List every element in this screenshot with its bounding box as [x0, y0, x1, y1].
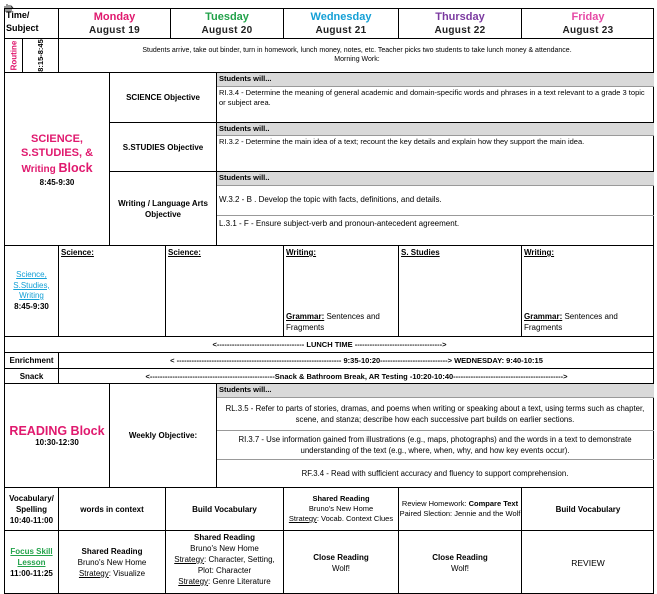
- tuesday-science-cell: Science:: [168, 248, 201, 257]
- sci-row-label: Science, S.Studies, Writing 8:45-9:30: [13, 270, 50, 311]
- sci-row-time: 8:45-9:30: [14, 301, 49, 311]
- language-objective-text: L.3.1 - F - Ensure subject-verb and pronoun-antecedent agreement.: [219, 219, 460, 228]
- day-header-wednesday: [284, 9, 398, 38]
- focus-thursday: Close Reading Wolf!: [432, 552, 488, 573]
- day-label: Monday: [93, 10, 136, 23]
- monday-science-cell: Science:: [61, 248, 94, 257]
- day-label: Friday: [571, 10, 605, 23]
- routine-time: 8:15-8:45: [36, 39, 45, 72]
- routine-label: Routine: [9, 40, 18, 71]
- vocab-wednesday: Shared Reading Bruno's New Home Strategy: Vocab. Context Clues: [288, 494, 394, 523]
- friday-grammar: Grammar: Sentences and Fragments: [524, 312, 618, 332]
- time-subject-header: Time/ Subject: [6, 10, 39, 33]
- date-label: August 22: [434, 24, 486, 36]
- vocab-thursday: Review Homework: Compare Text Paired Slection: Jennie and the Wolf: [399, 499, 521, 518]
- lunch-time-row: <----------------------------------- LUNCH TIME ----------------------------------->: [212, 340, 447, 349]
- date-label: August 19: [88, 24, 141, 36]
- students-will-header: Students will...: [219, 74, 272, 83]
- science-objective-text: RI.3.4 - Determine the meaning of general academic and domain-specific words and phrases in a text relevant to a grade 3 topic or subject area.: [219, 88, 645, 107]
- routine-description: Students arrive, take out binder, turn in homework, lunch money, notes, etc. Teacher picks two students to take lunch money & attendance. Morning Work:: [142, 47, 572, 63]
- vocab-monday: words in context: [80, 504, 144, 514]
- day-header-friday: [522, 9, 654, 38]
- vocab-label: Vocabulary/ Spelling 10:40-11:00: [9, 493, 54, 525]
- date-label: August 23: [562, 24, 614, 36]
- day-header-tuesday: [171, 9, 283, 38]
- vocab-tuesday: Build Vocabulary: [192, 504, 257, 514]
- day-header-monday: [59, 9, 170, 38]
- enrichment-label: Enrichment: [9, 356, 54, 365]
- day-header-thursday: [399, 9, 521, 38]
- morning-work-label: Morning Work:: [334, 56, 380, 63]
- day-label: Thursday: [435, 10, 485, 23]
- reading-block-time: 10:30-12:30: [35, 438, 79, 447]
- day-label: Tuesday: [205, 10, 249, 23]
- focus-monday: Shared Reading Bruno's New Home Strategy: Visualize: [77, 547, 147, 578]
- focus-skill-label: Focus Skill Lesson 11:00-11:25: [10, 547, 53, 578]
- reading-objective-rl35: RL.3.5 - Refer to parts of stories, dramas, and poems when writing or speaking about a text, using terms such as chapter, scene, and stanza; describe how each successive part builds on earlier sections.: [225, 404, 645, 424]
- writing-objective-text: W.3.2 - B . Develop the topic with facts, definitions, and details.: [219, 195, 442, 204]
- date-label: August 21: [315, 24, 367, 36]
- vocab-friday: Build Vocabulary: [555, 504, 621, 514]
- reading-objective-rf34: RF.3.4 - Read with sufficient accuracy and fluency to support comprehension.: [301, 469, 569, 478]
- reading-block-title: READING Block 10:30-12:30: [9, 424, 105, 447]
- snack-schedule: <--------------------------------------------------Snack & Bathroom Break, AR Testing -10:20-10:40-------------------------------------------->: [145, 371, 568, 381]
- science-block-title: SCIENCE, S.STUDIES, & Writing Block 8:45-9:30: [20, 132, 94, 187]
- students-will-header: Students will...: [219, 385, 272, 394]
- science-block-time: 8:45-9:30: [39, 177, 75, 187]
- weekly-objective-label: Weekly Objective:: [128, 431, 198, 440]
- focus-tuesday: Shared Reading Bruno's New Home Strategy: Character, Setting, Plot: Character Strategy: Genre Literature: [174, 533, 275, 586]
- sstudies-objective-text: RI.3.2 - Determine the main idea of a text; recount the key details and explain how they support the main idea.: [219, 137, 585, 146]
- vocab-time: 10:40-11:00: [9, 515, 54, 525]
- wednesday-writing-cell: Writing:: [286, 248, 317, 257]
- thursday-sstudies-cell: S. Studies: [401, 248, 440, 257]
- science-objective-label: SCIENCE Objective: [126, 93, 200, 102]
- wednesday-grammar: Grammar: Sentences and Fragments: [286, 312, 380, 332]
- day-label: Wednesday: [310, 10, 372, 23]
- enrichment-schedule: < ------------------------------------------------------------------ 9:35-10:20---------------------------> WEDNESDAY: 9:40-10:15: [170, 356, 543, 365]
- focus-skill-time: 11:00-11:25: [10, 569, 53, 578]
- students-will-header: Students will..: [219, 124, 270, 133]
- friday-writing-cell: Writing:: [524, 248, 555, 257]
- focus-friday: REVIEW: [571, 557, 605, 568]
- writing-objective-label: Writing / Language Arts Objective: [118, 198, 208, 219]
- focus-wednesday: Close Reading Wolf!: [313, 552, 369, 573]
- sstudies-objective-label: S.STUDIES Objective: [122, 142, 204, 152]
- date-label: August 20: [201, 24, 253, 36]
- students-will-header: Students will..: [219, 173, 270, 182]
- snack-label: Snack: [19, 371, 44, 381]
- reading-objective-ri37: RI.3.7 - Use information gained from illustrations (e.g., maps, photographs) and the words in a text to demonstrate understanding of the text (e.g., where, when, why, and how key events occur).: [238, 435, 632, 455]
